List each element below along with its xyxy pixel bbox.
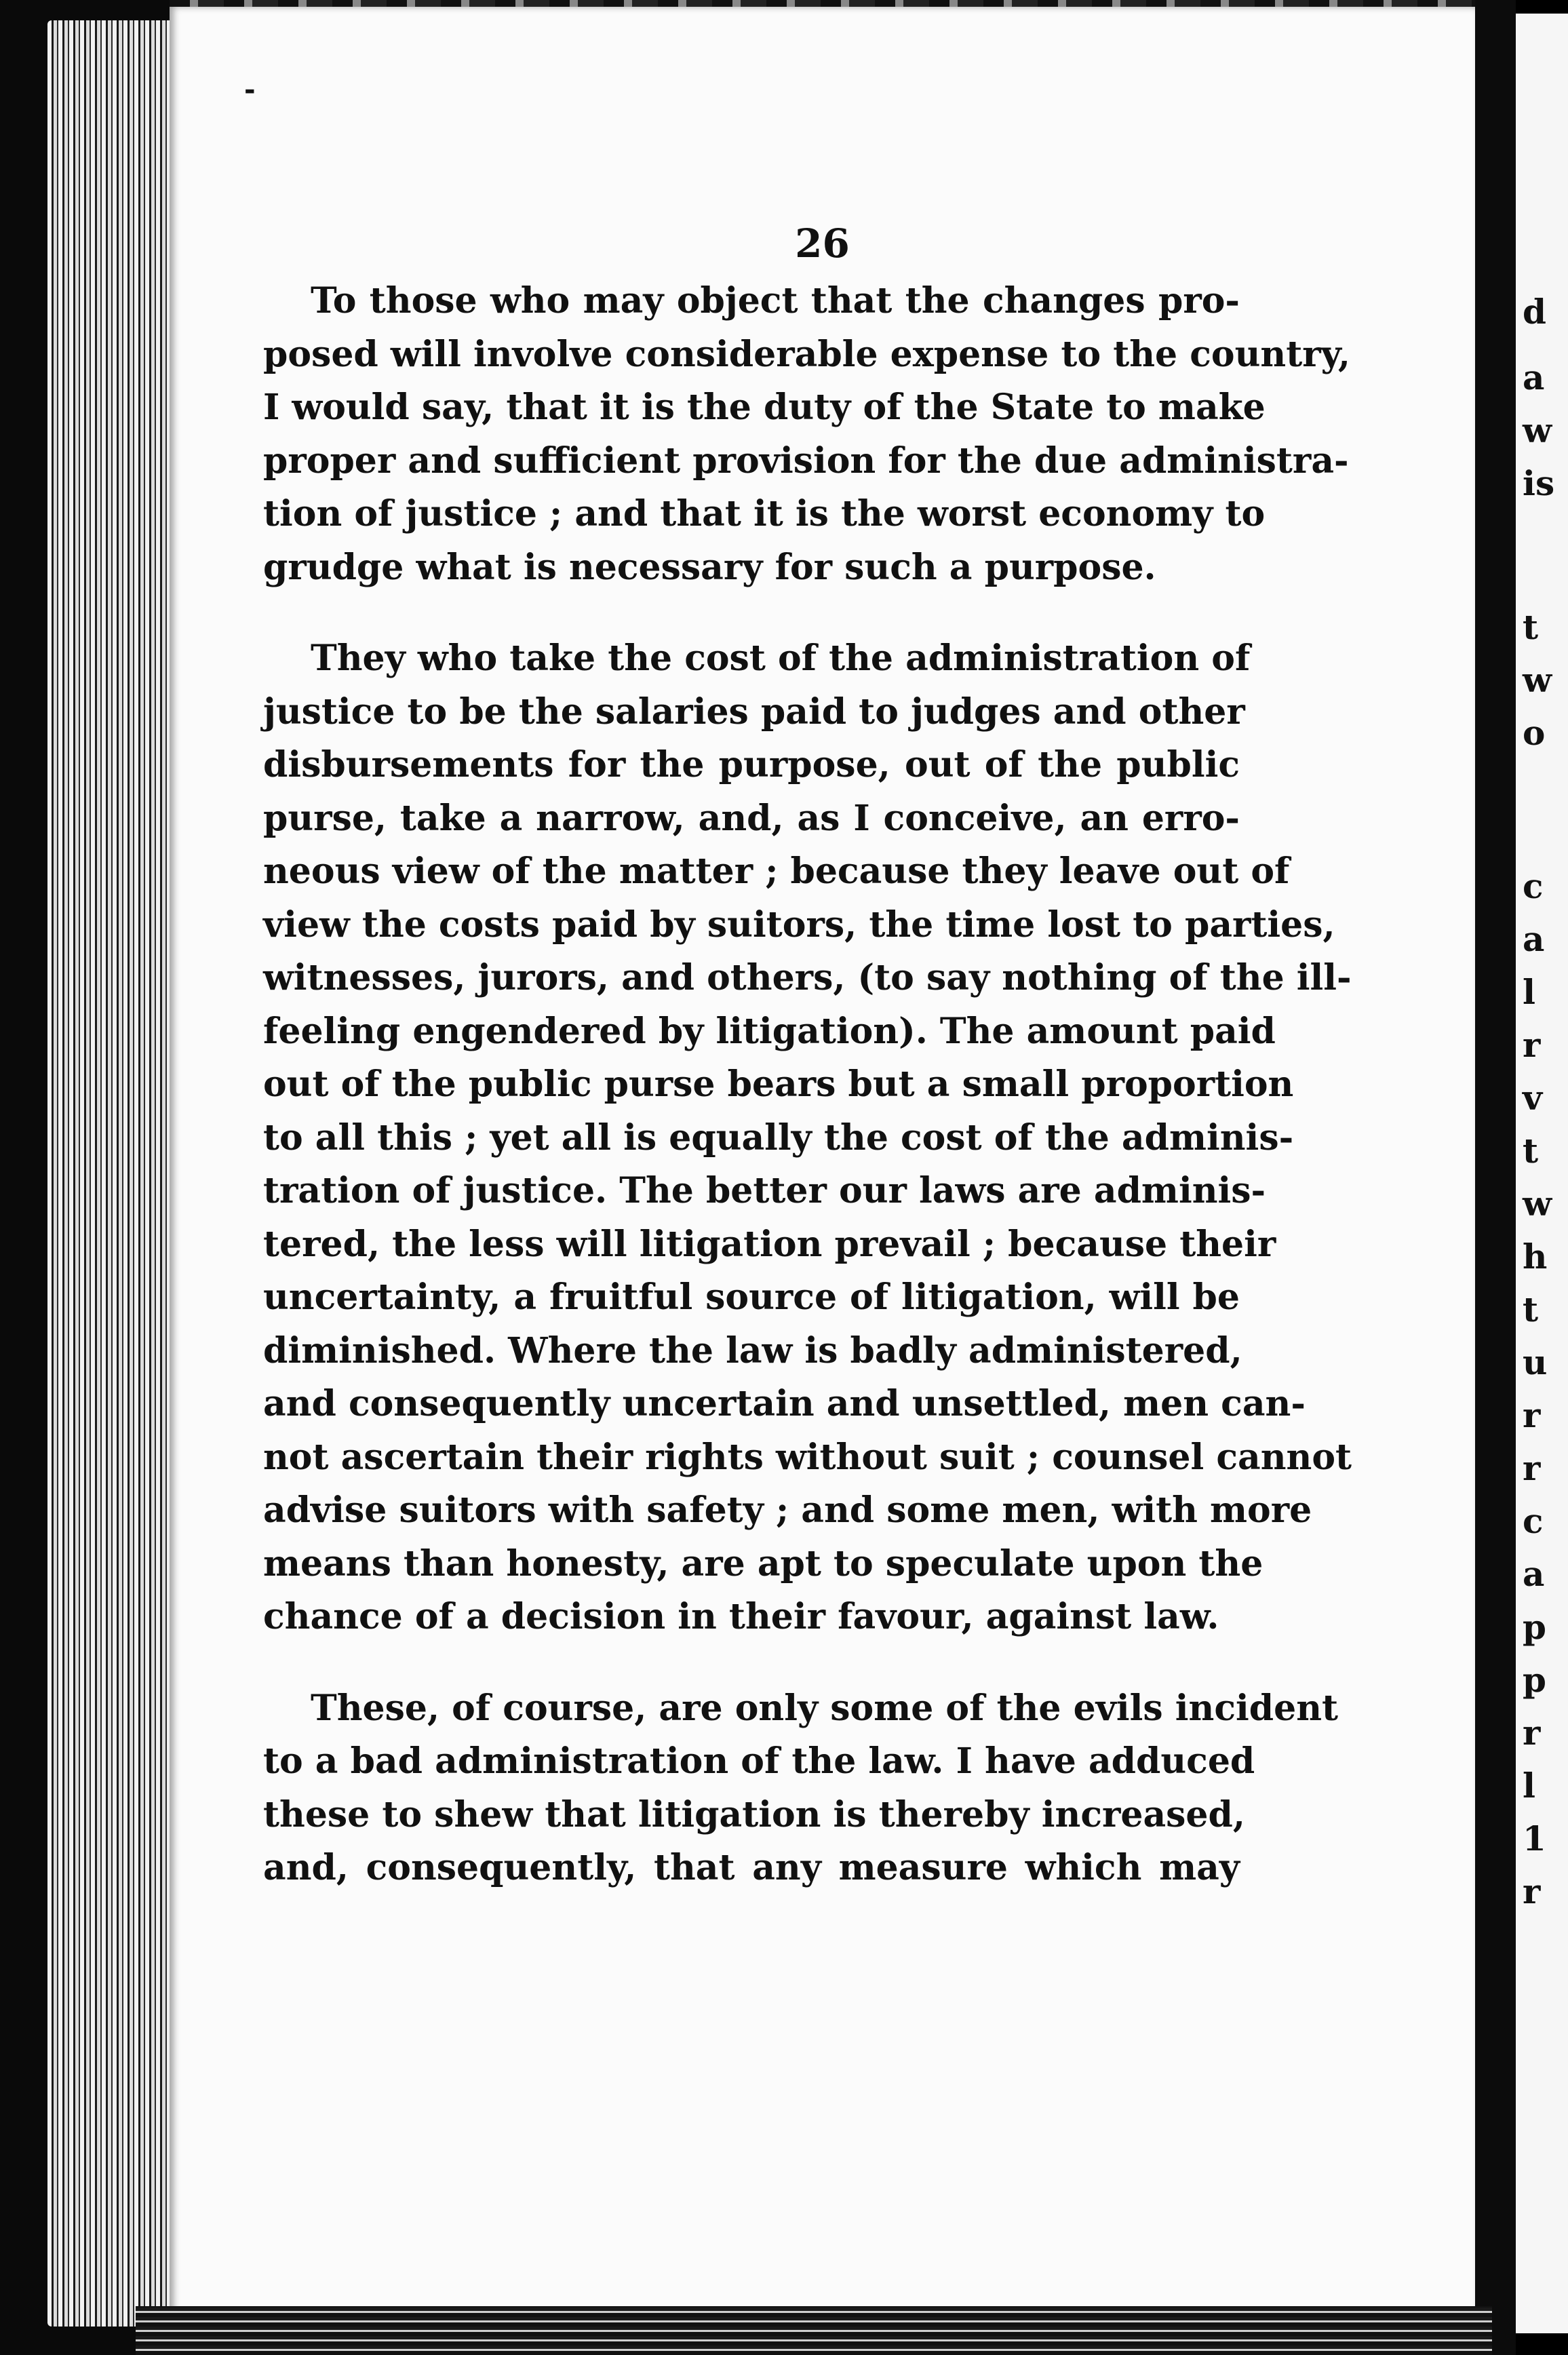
facing-page-letter: h <box>1523 1237 1548 1277</box>
text-line: these to shew that litigation is thereby increased, <box>263 1793 1245 1835</box>
page-edge-stack <box>47 20 176 2327</box>
text-line: grudge what is necessary for such a purpose. <box>263 546 1156 588</box>
text-line: not ascertain their rights without suit ; counsel cannot <box>263 1436 1352 1478</box>
facing-page-letter: is <box>1523 463 1555 503</box>
text-line: purse, take a narrow, and, as I conceive, an erro- <box>263 797 1240 839</box>
facing-page-letter: a <box>1523 1554 1545 1594</box>
text-line: posed will involve considerable expense to the country, <box>263 333 1350 375</box>
text-line: view the costs paid by suitors, the time lost to parties, <box>263 903 1335 946</box>
paragraph-gap <box>263 594 1240 632</box>
facing-page-letter: r <box>1523 1713 1541 1753</box>
text-line: feeling engendered by litigation). The amount paid <box>263 1010 1276 1052</box>
facing-page-letter: r <box>1523 1025 1541 1065</box>
text-line: tration of justice. The better our laws are adminis- <box>263 1170 1266 1211</box>
text-line: chance of a decision in their favour, against law. <box>263 1596 1219 1637</box>
text-line: and consequently uncertain and unsettled, men can- <box>263 1383 1306 1424</box>
text-line: out of the public purse bears but a small proportion <box>263 1064 1294 1105</box>
text-line: diminished. Where the law is badly administered, <box>263 1329 1242 1371</box>
facing-page-letter: l <box>1523 972 1535 1012</box>
facing-page-letter: t <box>1523 607 1539 647</box>
facing-page-letter: r <box>1523 1871 1541 1911</box>
page-number: 26 <box>795 220 850 267</box>
text-line: and, consequently, that any measure which may <box>263 1847 1240 1888</box>
text-line: These, of course, are only some of the evils incident <box>311 1687 1339 1729</box>
facing-page-letter: o <box>1523 713 1546 753</box>
facing-page-letter: v <box>1523 1078 1543 1118</box>
text-line: means than honesty, are apt to speculate upon the <box>263 1542 1263 1584</box>
facing-page-letter: c <box>1523 866 1544 906</box>
facing-page-letter: w <box>1523 410 1552 450</box>
text-line: proper and sufficient provision for the due administra- <box>263 440 1349 482</box>
book-gutter-right <box>1475 0 1516 2355</box>
facing-page-letter: c <box>1523 1501 1544 1541</box>
facing-page-letter: p <box>1523 1607 1546 1647</box>
text-line: They who take the cost of the administration of <box>311 638 1251 679</box>
facing-page-letter: u <box>1523 1342 1548 1382</box>
text-line: witnesses, jurors, and others, (to say nothing of the ill- <box>263 957 1352 998</box>
page-bottom-edge <box>136 2306 1492 2355</box>
text-line: To those who may object that the changes pro- <box>311 280 1240 322</box>
text-line: uncertainty, a fruitful source of litigation, will be <box>263 1277 1240 1318</box>
text-line: tered, the less will litigation prevail ; because their <box>263 1223 1276 1265</box>
facing-page-letter: r <box>1523 1395 1541 1435</box>
facing-page-letter: r <box>1523 1448 1541 1488</box>
facing-page-letter: 1 <box>1523 1818 1546 1858</box>
paragraph-gap <box>263 1644 1240 1682</box>
text-line: to all this ; yet all is equally the cost of the adminis- <box>263 1116 1294 1159</box>
text-line: advise suitors with safety ; and some men, with more <box>263 1490 1312 1531</box>
text-line: disbursements for the purpose, out of the public <box>263 744 1240 785</box>
facing-page-letter: p <box>1523 1660 1546 1700</box>
facing-page-letter: l <box>1523 1766 1535 1806</box>
body-text <box>263 275 1352 1895</box>
facing-page-letter: a <box>1523 357 1545 397</box>
facing-page-letter: t <box>1523 1131 1539 1171</box>
facing-page-letter: t <box>1523 1289 1539 1329</box>
stray-ink-mark: - <box>244 75 256 106</box>
text-line: justice to be the salaries paid to judges and other <box>263 690 1245 733</box>
text-line: neous view of the matter ; because they leave out of <box>263 851 1290 892</box>
facing-page-fragment <box>1516 14 1568 2333</box>
facing-page-letter: w <box>1523 660 1552 700</box>
text-line: tion of justice ; and that it is the worst economy to <box>263 493 1266 534</box>
text-line: I would say, that it is the duty of the State to make <box>263 387 1266 428</box>
text-line: to a bad administration of the law. I have adduced <box>263 1740 1255 1782</box>
facing-page-letter: w <box>1523 1184 1552 1224</box>
facing-page-letter: a <box>1523 919 1545 959</box>
facing-page-letter: d <box>1523 292 1546 332</box>
